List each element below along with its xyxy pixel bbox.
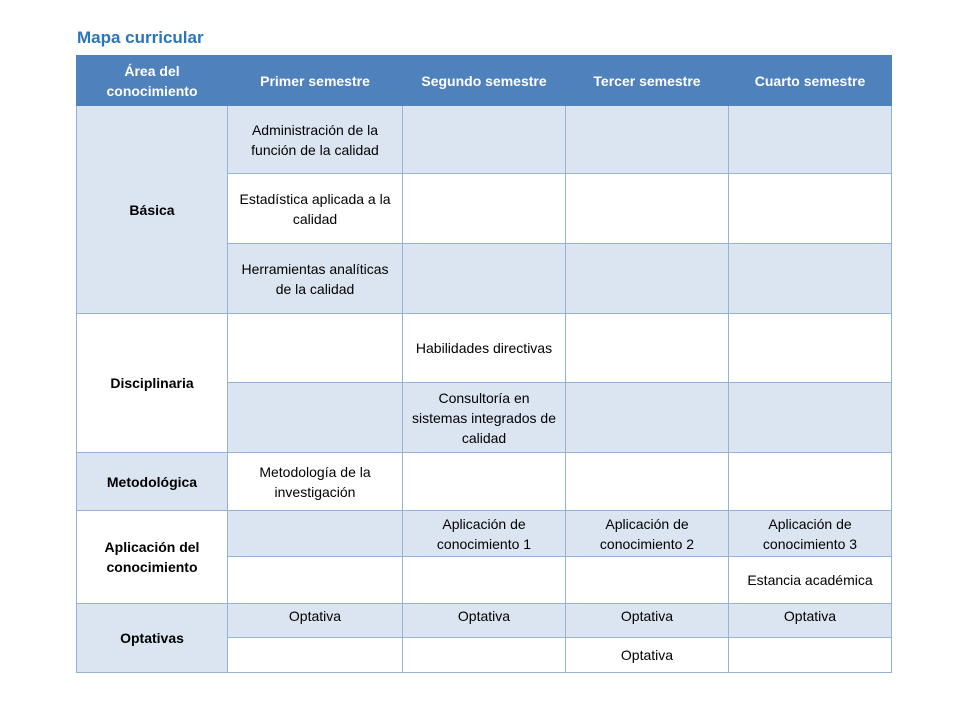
empty-cell <box>228 557 403 604</box>
empty-cell <box>566 244 729 314</box>
table-row <box>77 453 892 511</box>
empty-cell <box>729 106 892 174</box>
course-cell: Optativa <box>403 604 566 638</box>
empty-cell <box>566 383 729 453</box>
course-cell: Optativa <box>566 604 729 638</box>
empty-cell <box>566 314 729 383</box>
table-row <box>77 106 892 174</box>
empty-cell <box>228 638 403 673</box>
area-basica: Básica <box>77 106 228 314</box>
empty-cell <box>729 244 892 314</box>
header-semester-4: Cuarto semestre <box>729 56 892 106</box>
course-cell: Consultoría en sistemas integrados de calidad <box>403 383 566 453</box>
area-disciplinaria: Disciplinaria <box>77 314 228 453</box>
empty-cell <box>403 174 566 244</box>
course-cell: Optativa <box>566 638 729 673</box>
course-cell: Metodología de la investigación <box>228 453 403 511</box>
course-cell: Aplicación de conocimiento 1 <box>403 511 566 557</box>
empty-cell <box>566 174 729 244</box>
course-cell: Herramientas analíticas de la calidad <box>228 244 403 314</box>
course-cell: Habilidades directivas <box>403 314 566 383</box>
empty-cell <box>729 174 892 244</box>
course-cell: Administración de la función de la calidad <box>228 106 403 174</box>
header-semester-1: Primer semestre <box>228 56 403 106</box>
empty-cell <box>228 383 403 453</box>
empty-cell <box>729 453 892 511</box>
table-row <box>77 314 892 383</box>
course-cell: Optativa <box>729 604 892 638</box>
empty-cell <box>403 557 566 604</box>
empty-cell <box>729 314 892 383</box>
course-cell: Aplicación de conocimiento 2 <box>566 511 729 557</box>
header-row <box>77 56 892 106</box>
course-cell: Estadística aplicada a la calidad <box>228 174 403 244</box>
empty-cell <box>403 638 566 673</box>
empty-cell <box>403 453 566 511</box>
empty-cell <box>566 453 729 511</box>
course-cell: Aplicación de conocimiento 3 <box>729 511 892 557</box>
empty-cell <box>566 106 729 174</box>
table-row <box>77 604 892 638</box>
page-title: Mapa curricular <box>77 28 204 47</box>
course-cell: Estancia académica <box>729 557 892 604</box>
empty-cell <box>729 383 892 453</box>
course-cell: Optativa <box>228 604 403 638</box>
curriculum-table <box>76 55 892 673</box>
empty-cell <box>403 244 566 314</box>
header-semester-2: Segundo semestre <box>403 56 566 106</box>
area-optativas: Optativas <box>77 604 228 673</box>
table-row <box>77 511 892 557</box>
empty-cell <box>403 106 566 174</box>
header-semester-3: Tercer semestre <box>566 56 729 106</box>
empty-cell <box>228 314 403 383</box>
empty-cell <box>228 511 403 557</box>
area-aplicacion: Aplicación del conocimiento <box>77 511 228 604</box>
header-area: Área del conocimiento <box>77 56 228 106</box>
area-metodologica: Metodológica <box>77 453 228 511</box>
empty-cell <box>566 557 729 604</box>
empty-cell <box>729 638 892 673</box>
